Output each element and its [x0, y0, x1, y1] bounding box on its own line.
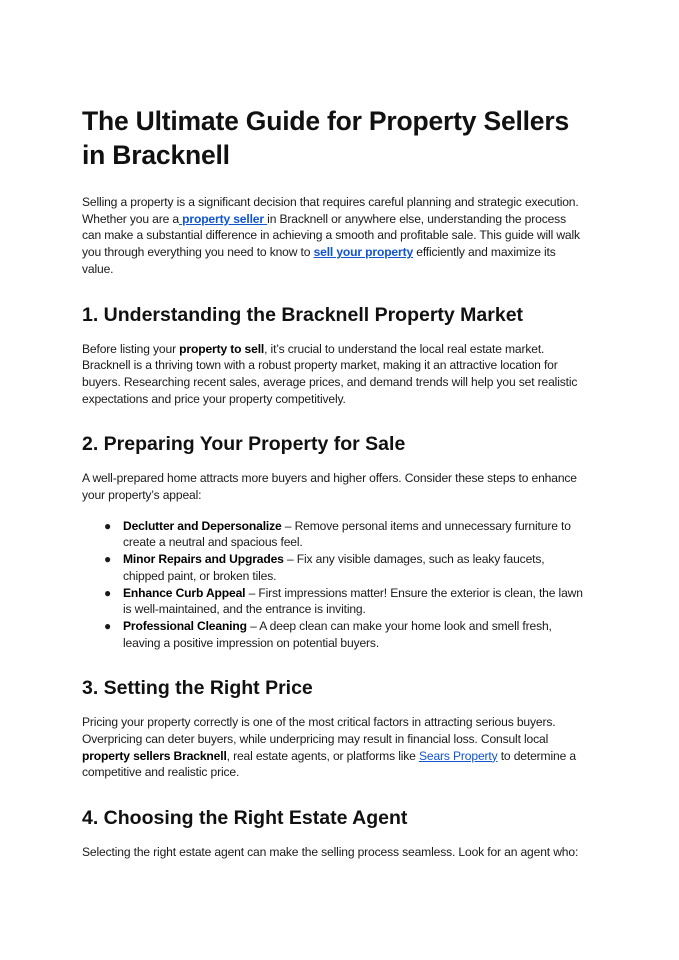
section-1-heading: 1. Understanding the Bracknell Property Market — [82, 303, 524, 326]
bullet-icon: ● — [104, 585, 112, 600]
intro-text-1: Selling a property is a significant decision that requires careful planning and strategic execution. Whether you are a — [82, 195, 579, 226]
intro-text-2: in Bracknell or anywhere else, understanding the process can make a substantial difference in achieving a smooth and profitable sale. This guide will walk you through everything you need to know to — [82, 211, 580, 260]
list-item — [82, 618, 587, 651]
sell-your-property-link[interactable]: sell your property — [313, 245, 414, 260]
intro-paragraph — [82, 194, 587, 278]
section-4-heading: 4. Choosing the Right Estate Agent — [82, 807, 408, 830]
list-item-description: – A deep clean can make your home look and smell fresh, leaving a positive impression on potential buyers. — [123, 618, 552, 650]
list-item-term: Professional Cleaning — [123, 618, 247, 633]
list-item — [82, 518, 587, 551]
section-1-text-1: Before listing your — [82, 341, 180, 356]
document-page — [82, 104, 587, 861]
list-item-description: – First impressions matter! Ensure the exterior is clean, the lawn is well-maintained, and the entrance is inviting. — [123, 585, 583, 617]
bullet-icon: ● — [104, 518, 112, 533]
section-1-paragraph — [82, 341, 587, 408]
list-item — [82, 551, 587, 584]
list-item-description: – Remove personal items and unnecessary furniture to create a neutral and spacious feel. — [123, 518, 571, 550]
bullet-icon: ● — [104, 618, 112, 633]
section-2-heading: 2. Preparing Your Property for Sale — [82, 433, 406, 456]
sears-property-link[interactable]: Sears Property — [418, 748, 498, 763]
preparation-steps-list — [82, 518, 587, 652]
section-1-bold-1: property to sell — [179, 341, 265, 356]
list-item-description: – Fix any visible damages, such as leaky faucets, chipped paint, or broken tiles. — [123, 552, 545, 583]
section-4-paragraph: Selecting the right estate agent can make the selling process seamless. Look for an agent who: — [82, 845, 579, 860]
section-3-text-3: to determine a competitive and realistic price. — [82, 748, 576, 780]
page-title: The Ultimate Guide for Property Sellers in Bracknell — [82, 106, 569, 170]
section-2-intro: A well-prepared home attracts more buyers and higher offers. Consider these steps to enhance your property’s appeal: — [82, 471, 577, 503]
section-3-paragraph — [82, 714, 587, 781]
list-item-term: Enhance Curb Appeal — [123, 585, 246, 600]
list-item — [82, 585, 587, 618]
property-seller-link[interactable]: property seller — [178, 211, 268, 226]
section-3-heading: 3. Setting the Right Price — [82, 677, 313, 700]
section-3-text-2: , real estate agents, or platforms like — [226, 748, 419, 763]
list-item-term: Declutter and Depersonalize — [123, 518, 282, 533]
section-3-text-1: Pricing your property correctly is one of the most critical factors in attracting serious buyers. Overpricing can deter buyers, while underpricing may result in financial loss. Consult local — [82, 715, 556, 747]
intro-text-3: efficiently and maximize its value. — [82, 245, 556, 276]
section-1-text-2: , it’s crucial to understand the local real estate market. Bracknell is a thriving town with a robust property market, making it an attractive location for buyers. Researching recent sales, average prices, and demand trends will help you set realistic expectations and price your property competitively. — [82, 341, 578, 406]
bullet-icon: ● — [104, 552, 112, 567]
section-3-bold-1: property sellers Bracknell — [82, 748, 227, 763]
list-item-term: Minor Repairs and Upgrades — [123, 552, 284, 567]
